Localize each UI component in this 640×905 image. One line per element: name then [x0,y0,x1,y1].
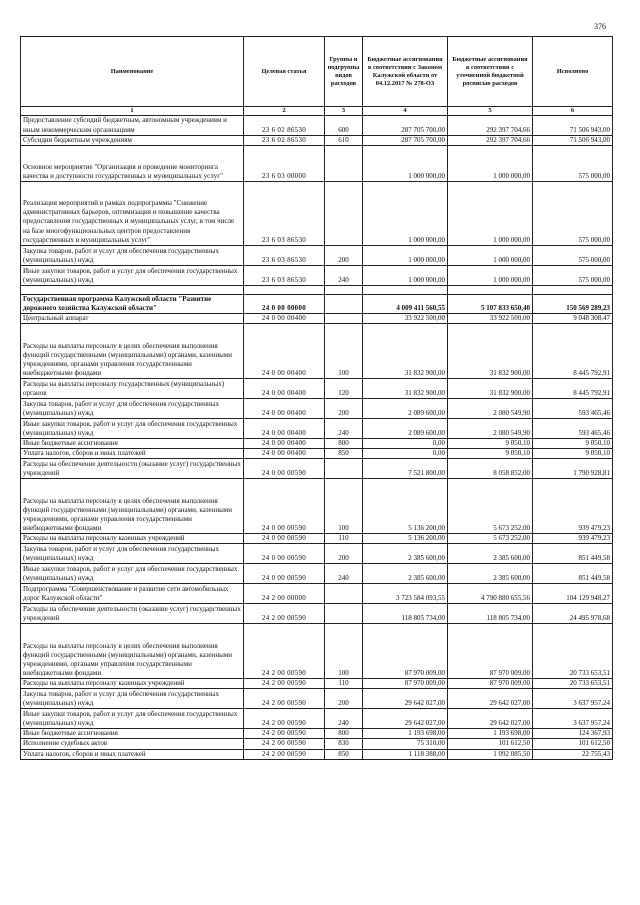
row-expense-type: 200 [325,245,363,265]
row-budget-schedule: 29 642 027,00 [448,709,533,729]
table-row [21,679,613,689]
row-target-article: 24 0 00 00400 [244,379,325,399]
column-number: 1 [21,107,244,116]
row-expense-type [325,604,363,624]
row-law-allocation: 1 000 000,00 [363,145,448,181]
row-target-article: 24 2 00 00590 [244,709,325,729]
row-target-article: 24 2 00 00590 [244,679,325,689]
row-expense-type: 100 [325,479,363,534]
table-row [21,419,613,439]
header-budget-schedule: Бюджетные ассигнования в соответствии с уточненной бюджетной росписью расходов [448,37,533,107]
row-target-article: 24 2 00 00590 [244,739,325,749]
table-row [21,265,613,285]
row-law-allocation: 1 000 000,00 [363,265,448,285]
row-target-article: 24 2 00 00590 [244,689,325,709]
row-executed: 593 465,46 [533,419,613,439]
row-name: Иные бюджетные ассигнования [21,439,244,449]
row-target-article: 24 0 00 00400 [244,439,325,449]
row-name: Уплата налогов, сборов и иных платежей [21,749,244,759]
row-budget-schedule: 1 000 000,00 [448,245,533,265]
row-expense-type: 120 [325,379,363,399]
column-numbers-row [21,107,613,116]
row-expense-type: 240 [325,419,363,439]
row-target-article: 24 2 00 00000 [244,584,325,604]
row-budget-schedule: 1 193 698,00 [448,729,533,739]
row-executed: 150 569 289,23 [533,294,613,313]
row-expense-type: 600 [325,116,363,135]
row-law-allocation: 87 970 009,00 [363,624,448,679]
row-executed: 8 445 792,91 [533,379,613,399]
row-budget-schedule: 101 612,50 [448,739,533,749]
row-expense-type: 110 [325,534,363,544]
row-executed: 104 129 948,27 [533,584,613,604]
table-row [21,324,613,379]
table-row [21,399,613,419]
row-executed: 851 449,58 [533,544,613,564]
row-budget-schedule: 1 000 000,00 [448,181,533,245]
row-executed: 24 495 978,68 [533,604,613,624]
row-budget-schedule: 2 385 600,00 [448,544,533,564]
row-target-article: 24 0 00 00400 [244,449,325,459]
row-law-allocation: 33 922 500,00 [363,313,448,323]
table-row [21,439,613,449]
row-expense-type: 110 [325,679,363,689]
row-name: Центральный аппарат [21,313,244,323]
row-budget-schedule: 1 092 085,50 [448,749,533,759]
row-expense-type: 200 [325,399,363,419]
row-law-allocation: 0,00 [363,439,448,449]
row-executed: 71 506 943,00 [533,135,613,145]
row-executed: 851 449,58 [533,564,613,584]
row-name: Расходы на обеспечение деятельности (оказание услуг) государственных учреждений [21,604,244,624]
row-expense-type: 800 [325,439,363,449]
row-budget-schedule: 118 805 734,00 [448,604,533,624]
row-law-allocation: 1 193 698,00 [363,729,448,739]
table-row [21,135,613,145]
row-target-article: 23 6 02 86530 [244,135,325,145]
row-name: Иные закупки товаров, работ и услуг для обеспечения государственных (муниципальных) нужд [21,564,244,584]
table-row [21,739,613,749]
row-law-allocation [363,285,448,294]
row-budget-schedule: 33 922 500,00 [448,313,533,323]
row-name: Расходы на выплаты персоналу в целях обеспечения выполнения функций государственными (муниципальными) органами, казенными учреждениями, органами управления государственными внебюджетными фондами [21,324,244,379]
page-number: 376 [594,22,606,31]
row-executed: 8 445 792,91 [533,324,613,379]
row-executed: 101 612,50 [533,739,613,749]
table-row [21,709,613,729]
row-name: Подпрограмма "Совершенствование и развитие сети автомобильных дорог Калужской области" [21,584,244,604]
row-budget-schedule: 1 000 000,00 [448,145,533,181]
row-law-allocation: 5 136 200,00 [363,534,448,544]
row-expense-type [325,584,363,604]
row-name: Предоставление субсидий бюджетным, автономным учреждениям и иным некоммерческим организациям [21,116,244,135]
row-budget-schedule: 2 080 549,90 [448,419,533,439]
row-executed: 575 000,00 [533,265,613,285]
row-law-allocation: 29 642 027,00 [363,709,448,729]
row-expense-type [325,313,363,323]
table-body [21,116,613,759]
row-budget-schedule: 31 832 900,00 [448,324,533,379]
row-name: Иные закупки товаров, работ и услуг для обеспечения государственных (муниципальных) нужд [21,419,244,439]
row-executed: 71 506 943,00 [533,116,613,135]
row-executed: 3 637 957,24 [533,709,613,729]
row-budget-schedule: 292 397 704,66 [448,116,533,135]
row-target-article: 24 0 00 00400 [244,399,325,419]
row-law-allocation: 2 089 600,00 [363,419,448,439]
header-name: Наименование [21,37,244,107]
table-row [21,294,613,313]
row-name: Закупка товаров, работ и услуг для обеспечения государственных (муниципальных) нужд [21,245,244,265]
row-law-allocation: 7 521 800,00 [363,459,448,479]
row-executed: 9 048 308,47 [533,313,613,323]
row-name: Расходы на выплаты персоналу казенных учреждений [21,679,244,689]
row-expense-type: 200 [325,544,363,564]
row-name: Исполнение судебных актов [21,739,244,749]
row-law-allocation: 31 832 900,00 [363,324,448,379]
row-expense-type: 100 [325,324,363,379]
row-name: Субсидии бюджетным учреждениям [21,135,244,145]
row-law-allocation: 29 642 027,00 [363,689,448,709]
table-row [21,245,613,265]
row-executed [533,285,613,294]
column-number: 6 [533,107,613,116]
row-budget-schedule [448,285,533,294]
column-number: 5 [448,107,533,116]
row-budget-schedule: 4 790 880 655,56 [448,584,533,604]
row-budget-schedule: 9 050,10 [448,449,533,459]
row-target-article: 23 6 03 00000 [244,145,325,181]
row-law-allocation: 1 118 388,00 [363,749,448,759]
row-law-allocation: 118 805 734,00 [363,604,448,624]
table-row [21,449,613,459]
table-row [21,181,613,245]
row-executed: 939 479,23 [533,479,613,534]
row-target-article: 24 0 00 00590 [244,564,325,584]
row-expense-type: 850 [325,749,363,759]
row-expense-type: 200 [325,689,363,709]
column-number: 4 [363,107,448,116]
table-row [21,459,613,479]
row-law-allocation: 1 000 000,00 [363,245,448,265]
row-executed: 124 367,93 [533,729,613,739]
header-executed: Исполнено [533,37,613,107]
row-law-allocation: 1 000 000,00 [363,181,448,245]
row-target-article: 24 0 00 00400 [244,419,325,439]
row-law-allocation: 287 705 700,00 [363,135,448,145]
row-expense-type [325,285,363,294]
row-expense-type: 100 [325,624,363,679]
table-row [21,604,613,624]
row-law-allocation: 87 970 009,00 [363,679,448,689]
row-budget-schedule: 5 673 252,00 [448,479,533,534]
header-expense-type: Группы и подгруппы видов расходов [325,37,363,107]
row-executed: 9 050,10 [533,449,613,459]
row-target-article: 24 2 00 00590 [244,604,325,624]
table-row [21,145,613,181]
row-expense-type: 240 [325,265,363,285]
row-budget-schedule: 2 385 600,00 [448,564,533,584]
row-target-article: 24 2 00 00590 [244,749,325,759]
row-budget-schedule: 5 107 833 650,40 [448,294,533,313]
row-expense-type [325,459,363,479]
row-name: Реализация мероприятий в рамках подпрограммы "Снижение административных барьеров, оптимизация и повышение качества предоставления государственных и муниципальных услуг, в том числе на базе многофункциональных центров предоставления государственных и муниципальных услуг" [21,181,244,245]
row-expense-type: 240 [325,564,363,584]
row-name: Государственная программа Калужской области "Развитие дорожного хозяйства Калужской области" [21,294,244,313]
row-target-article: 24 0 00 00590 [244,534,325,544]
row-budget-schedule: 8 058 852,00 [448,459,533,479]
table-row [21,624,613,679]
row-target-article: 24 0 00 00590 [244,479,325,534]
row-target-article: 23 6 02 86530 [244,116,325,135]
table-row [21,689,613,709]
row-name: Основное мероприятие "Организация и проведение мониторинга качества и доступности государственных и муниципальных услуг" [21,145,244,181]
row-law-allocation: 0,00 [363,449,448,459]
row-name: Иные закупки товаров, работ и услуг для обеспечения государственных (муниципальных) нужд [21,709,244,729]
row-expense-type: 240 [325,709,363,729]
row-target-article: 23 6 03 86530 [244,245,325,265]
row-law-allocation: 5 136 200,00 [363,479,448,534]
row-expense-type: 610 [325,135,363,145]
row-expense-type: 850 [325,449,363,459]
row-name: Уплата налогов, сборов и иных платежей [21,449,244,459]
row-budget-schedule: 29 642 027,00 [448,689,533,709]
table-row [21,479,613,534]
row-executed: 3 637 957,24 [533,689,613,709]
row-name [21,285,244,294]
row-executed: 20 733 653,51 [533,624,613,679]
header-target-article: Целевая статья [244,37,325,107]
row-executed: 22 755,43 [533,749,613,759]
row-budget-schedule: 9 050,10 [448,439,533,449]
row-target-article: 24 2 00 00590 [244,624,325,679]
row-name: Расходы на выплаты персоналу в целях обеспечения выполнения функций государственными (муниципальными) органами, казенными учреждениями, органами управления государственными внебюджетными фондами [21,624,244,679]
row-target-article [244,285,325,294]
row-law-allocation: 2 385 600,00 [363,564,448,584]
row-law-allocation: 31 832 900,00 [363,379,448,399]
row-law-allocation: 3 723 584 093,55 [363,584,448,604]
row-expense-type [325,145,363,181]
row-budget-schedule: 31 832 900,00 [448,379,533,399]
row-name: Расходы на выплаты персоналу казенных учреждений [21,534,244,544]
row-budget-schedule: 87 970 009,00 [448,679,533,689]
row-target-article: 23 6 03 86530 [244,181,325,245]
row-executed: 575 000,00 [533,145,613,181]
row-budget-schedule: 2 080 549,90 [448,399,533,419]
row-executed: 20 733 653,51 [533,679,613,689]
row-name: Расходы на выплаты персоналу в целях обеспечения выполнения функций государственными (муниципальными) органами, казенными учреждениями, органами управления государственными внебюджетными фондами [21,479,244,534]
row-name: Закупка товаров, работ и услуг для обеспечения государственных (муниципальных) нужд [21,689,244,709]
table-row [21,116,613,135]
row-target-article: 24 0 00 00000 [244,294,325,313]
row-name: Иные бюджетные ассигнования [21,729,244,739]
table-row [21,379,613,399]
row-expense-type [325,294,363,313]
row-name: Закупка товаров, работ и услуг для обеспечения государственных (муниципальных) нужд [21,399,244,419]
row-budget-schedule: 87 970 009,00 [448,624,533,679]
row-target-article: 24 0 00 00590 [244,544,325,564]
budget-table [20,36,613,760]
table-row [21,564,613,584]
row-target-article: 23 6 03 86530 [244,265,325,285]
table-row [21,729,613,739]
header-law-allocation: Бюджетные ассигнования в соответствии с Законом Калужской области от 04.12.2017 № 278-ОЗ [363,37,448,107]
row-law-allocation: 287 705 700,00 [363,116,448,135]
row-name: Закупка товаров, работ и услуг для обеспечения государственных (муниципальных) нужд [21,544,244,564]
row-executed: 939 479,23 [533,534,613,544]
row-expense-type: 830 [325,739,363,749]
column-number: 3 [325,107,363,116]
row-law-allocation: 75 310,00 [363,739,448,749]
table-row [21,313,613,323]
row-target-article: 24 0 00 00400 [244,313,325,323]
table-row [21,544,613,564]
row-budget-schedule: 292 397 704,66 [448,135,533,145]
row-expense-type: 800 [325,729,363,739]
row-law-allocation: 2 089 600,00 [363,399,448,419]
row-executed: 9 050,10 [533,439,613,449]
row-name: Иные закупки товаров, работ и услуг для обеспечения государственных (муниципальных) нужд [21,265,244,285]
row-target-article: 24 2 00 00590 [244,729,325,739]
row-law-allocation: 4 009 411 560,55 [363,294,448,313]
table-row [21,285,613,294]
row-name: Расходы на обеспечение деятельности (оказание услуг) государственных учреждений [21,459,244,479]
row-target-article: 24 0 00 00400 [244,324,325,379]
row-executed: 1 790 928,81 [533,459,613,479]
row-expense-type [325,181,363,245]
row-budget-schedule: 1 000 000,00 [448,265,533,285]
row-target-article: 24 0 00 00590 [244,459,325,479]
header-row [21,37,613,107]
column-number: 2 [244,107,325,116]
row-executed: 575 000,00 [533,181,613,245]
table-row [21,749,613,759]
row-budget-schedule: 5 673 252,00 [448,534,533,544]
row-law-allocation: 2 385 600,00 [363,544,448,564]
row-name: Расходы на выплаты персоналу государственных (муниципальных) органов [21,379,244,399]
table-row [21,534,613,544]
table-row [21,584,613,604]
row-executed: 575 000,00 [533,245,613,265]
row-executed: 593 465,46 [533,399,613,419]
